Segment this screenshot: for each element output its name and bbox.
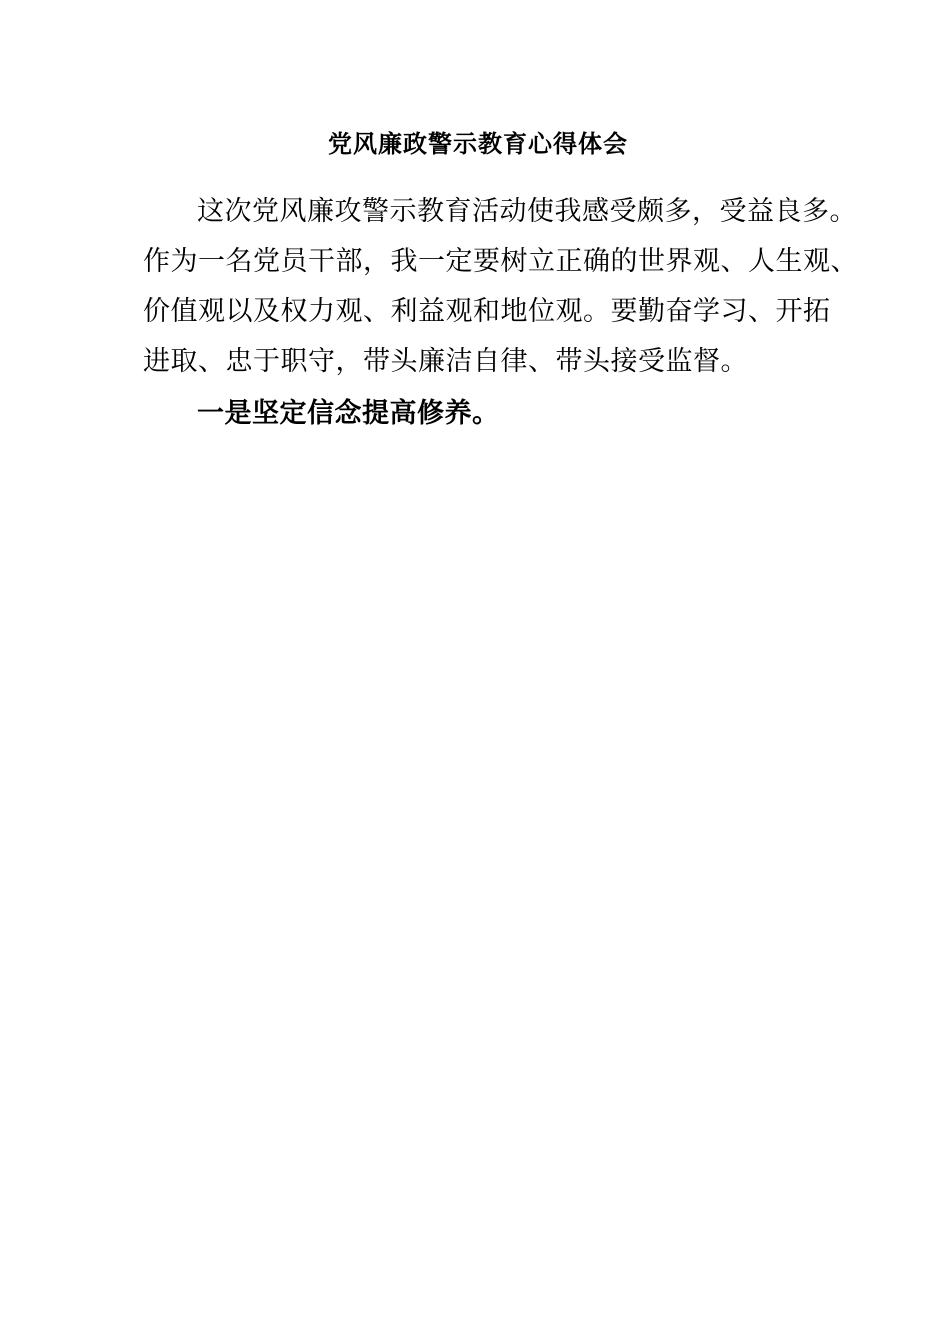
paragraph-line: 进取、忠于职守，带头廉洁自律、带头接受监督。 <box>143 346 748 376</box>
document-content <box>143 128 858 438</box>
paragraph-line: 价值观以及权力观、利益观和地位观。要勤奋学习、开拓 <box>143 296 831 326</box>
section-heading: 一是坚定信念提高修养。 <box>197 398 500 428</box>
paragraph-line: 作为一名党员干部，我一定要树立正确的世界观、人生观、 <box>143 246 858 276</box>
body-paragraph <box>143 186 858 386</box>
paragraph-line: 这次党风廉攻警示教育活动使我感受颇多，受益良多。 <box>197 196 857 226</box>
document-title: 党风廉政警示教育心得体会 <box>328 132 628 158</box>
